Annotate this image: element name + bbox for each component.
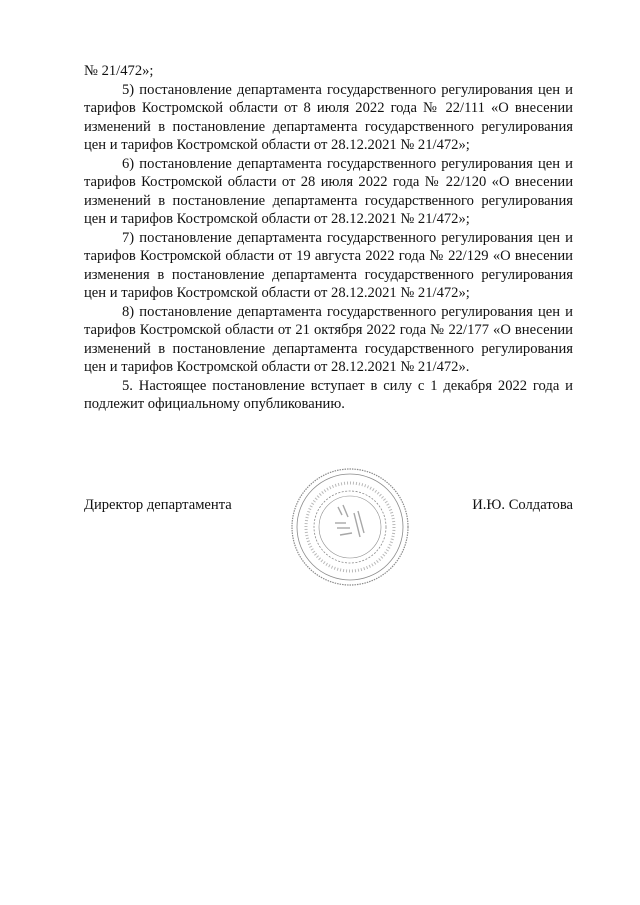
paragraph-clause-5: 5. Настоящее постановление вступает в силу с 1 декабря 2022 года и подлежит официальному опубликованию. bbox=[84, 377, 573, 412]
signer-position: Директор департамента bbox=[84, 497, 232, 513]
paragraph-item-6: 6) постановление департамента государственного регулирования цен и тарифов Костромской области от 28 июля 2022 года № 22/120 «О внесении изменений в постановление департамента государственного регулирования цен и тарифов Костромской области от 28.12.2021 № 21/472»; bbox=[84, 155, 573, 227]
signer-name: И.Ю. Солдатова bbox=[472, 497, 573, 513]
official-stamp-icon bbox=[280, 465, 420, 590]
paragraph-continuation: № 21/472»; bbox=[84, 63, 154, 79]
paragraph-item-7: 7) постановление департамента государственного регулирования цен и тарифов Костромской области от 19 августа 2022 года № 22/129 «О внесении изменения в постановление департамента государственного регулирования цен и тарифов Костромской области от 28.12.2021 № 21/472»; bbox=[84, 229, 573, 301]
paragraph-item-8: 8) постановление департамента государственного регулирования цен и тарифов Костромской области от 21 октября 2022 года № 22/177 «О внесении изменений в постановление департамента государственного регулирования цен и тарифов Костромской области от 28.12.2021 № 21/472». bbox=[84, 303, 573, 375]
document-body bbox=[84, 62, 573, 414]
paragraph-item-5: 5) постановление департамента государственного регулирования цен и тарифов Костромской области от 8 июля 2022 года № 22/111 «О внесении изменений в постановление департамента государственного регулирования цен и тарифов Костромской области от 28.12.2021 № 21/472»; bbox=[84, 81, 573, 153]
